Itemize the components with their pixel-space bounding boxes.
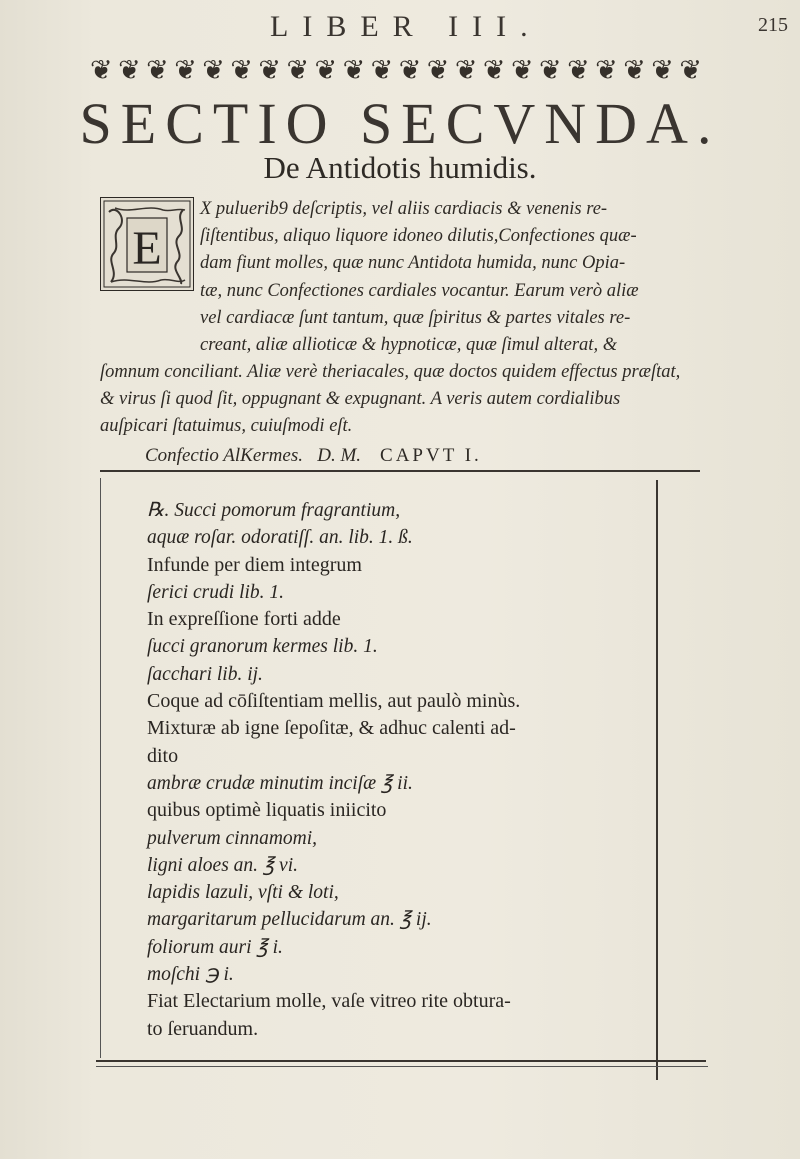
intro-line: auſpicari ſtatuimus, cuiuſmodi eſt.: [100, 416, 353, 436]
fleuron-icon: ❦: [398, 55, 422, 86]
recipe-line: In expreſſione forti adde: [147, 608, 341, 631]
intro-paragraph-beside-initial: [200, 196, 710, 359]
rule-top: [100, 470, 700, 472]
recipe-line: ſucci granorum kermes lib. 1.: [147, 636, 378, 658]
recipe-frame-right-rule: [656, 480, 658, 1080]
fleuron-icon: ❦: [314, 55, 338, 86]
fleuron-icon: ❦: [258, 55, 281, 86]
recipe-line: ſacchari lib. ij.: [147, 663, 263, 685]
recipe-line: foliorum auri ℥ i.: [147, 936, 283, 958]
intro-line: dam fiunt molles, quæ nunc Antidota humida, nunc Opia-: [200, 253, 626, 274]
fleuron-icon: ❦: [510, 55, 534, 86]
fleuron-icon: ❦: [651, 55, 674, 86]
fleuron-icon: ❦: [679, 55, 702, 86]
recipe-line: moſchi ℈ i.: [147, 964, 234, 986]
intro-line: creant, aliæ allioticæ & hypnoticæ, quæ ſimul alterat, &: [200, 335, 618, 356]
recipe-line: dito: [147, 744, 179, 767]
fleuron-icon: ❦: [370, 55, 394, 86]
fleuron-icon: ❦: [202, 55, 225, 86]
chapter-label: CAPVT I.: [380, 445, 482, 466]
rule-bottom: [96, 1060, 706, 1062]
fleuron-icon: ❦: [482, 55, 506, 86]
recipe-title: Confectio AlKermes.: [145, 445, 303, 466]
recipe-line: ℞. Succi pomorum fragrantium,: [147, 500, 401, 521]
recipe-line: aquæ roſar. odoratiſſ. an. lib. 1. ß.: [147, 527, 413, 549]
recipe-line: Mixturæ ab igne ſepoſitæ, & adhuc calenti ad-: [147, 717, 516, 740]
intro-line: vel cardiacæ ſunt tantum, quæ ſpiritus & partes vitales re-: [200, 307, 631, 328]
fleuron-icon: ❦: [426, 55, 450, 86]
intro-line: & virus ſi quod ſit, oppugnant & expugnant. A veris autem cordialibus: [100, 389, 621, 409]
fleuron-icon: ❦: [595, 55, 618, 86]
recipe-line: Infunde per diem integrum: [147, 553, 362, 576]
intro-line: ſiſtentibus, aliquo liquore idoneo dilutis,Confectiones quæ-: [200, 226, 637, 247]
recipe-heading: [145, 445, 482, 467]
recipe-line: ambræ crudæ minutim inciſæ ℥ ii.: [147, 772, 413, 794]
fleuron-icon: ❦: [174, 55, 197, 86]
recipe-line: margaritarum pellucidarum an. ℥ ij.: [147, 909, 432, 931]
fleuron-icon: ❦: [286, 55, 310, 86]
recipe-text: [147, 497, 647, 1043]
subtitle: De Antidotis humidis.: [263, 150, 537, 185]
intro-line: X puluerib9 deſcriptis, vel aliis cardiacis & venenis re-: [200, 199, 608, 219]
svg-text:E: E: [132, 222, 162, 275]
recipe-line: quibus optimè liquatis iniicito: [147, 799, 387, 822]
fleuron-icon: ❦: [539, 55, 562, 86]
recipe-author: D. M.: [317, 445, 362, 466]
decorated-initial: [100, 197, 194, 291]
fleuron-icon: ❦: [146, 55, 169, 86]
intro-line: ſomnum conciliant. Aliæ verè theriacales, quæ doctos quidem effectus præſtat,: [100, 362, 681, 382]
recipe-line: Fiat Electarium molle, vaſe vitreo rite obtura-: [147, 990, 511, 1013]
rule-bottom-thin: [96, 1066, 708, 1067]
intro-paragraph-full-width: [100, 359, 720, 440]
fleuron-icon: ❦: [230, 55, 253, 86]
recipe-line: pulverum cinnamomi,: [147, 827, 318, 849]
decorated-initial-icon: [101, 198, 193, 290]
fleuron-icon: ❦: [454, 55, 478, 86]
recipe-line: to ſeruandum.: [147, 1017, 259, 1040]
fleuron-ornament-band: [90, 48, 702, 94]
fleuron-icon: ❦: [118, 55, 141, 86]
fleuron-icon: ❦: [567, 55, 590, 86]
recipe-line: ligni aloes an. ℥ vi.: [147, 854, 299, 876]
recipe-line: lapidis lazuli, vſti & loti,: [147, 882, 339, 904]
intro-line: tæ, nunc Confectiones cardiales vocantur. Earum verò aliæ: [200, 280, 639, 301]
fleuron-icon: ❦: [342, 55, 366, 86]
section-title: SECTIO SECVNDA.: [79, 91, 721, 156]
recipe-line: ſerici crudi lib. 1.: [147, 581, 285, 603]
fleuron-icon: ❦: [623, 55, 646, 86]
page-number: 215: [758, 14, 788, 36]
recipe-line: Coque ad cōſiſtentiam mellis, aut paulò minùs.: [147, 690, 521, 713]
fleuron-icon: ❦: [90, 55, 113, 86]
running-head: LIBER III.: [270, 10, 542, 43]
